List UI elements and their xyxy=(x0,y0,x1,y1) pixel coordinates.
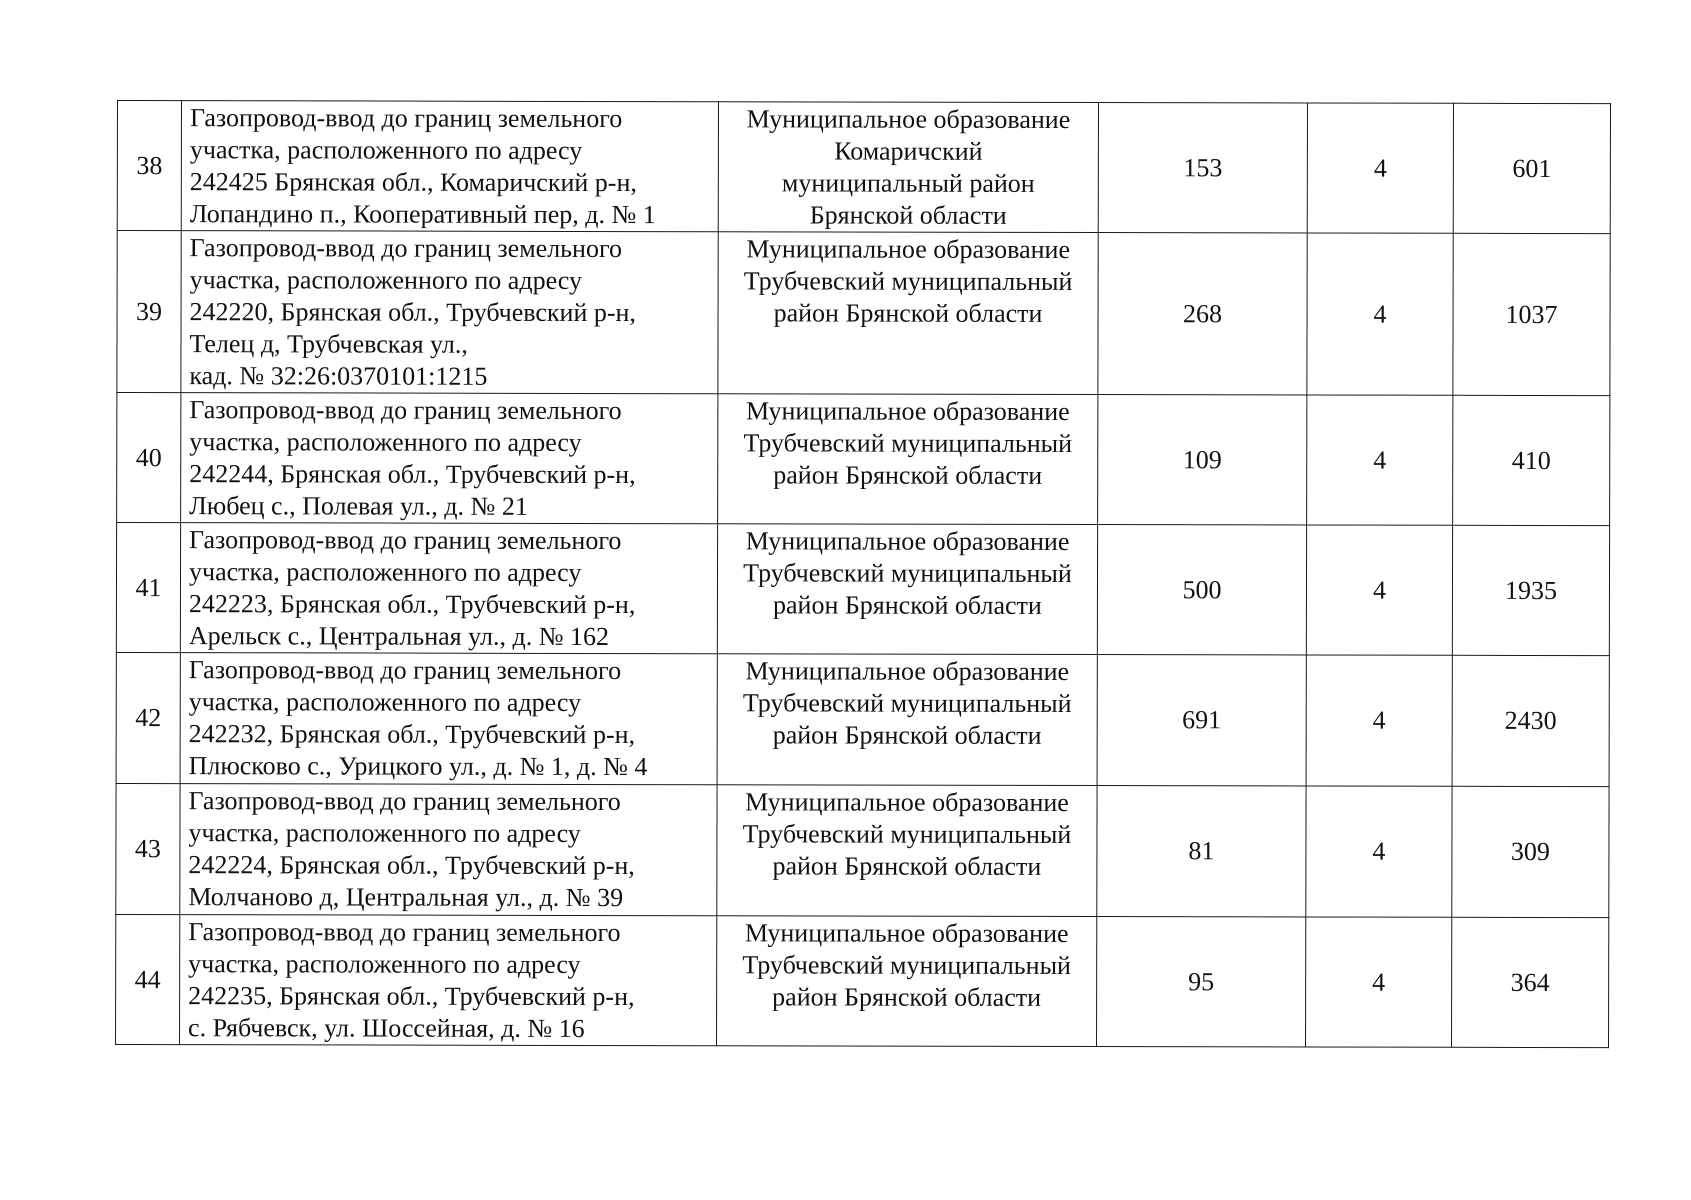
owner-line: Муниципальное образование xyxy=(745,787,1069,817)
row-number: 42 xyxy=(116,652,180,783)
row-number: 40 xyxy=(117,393,181,523)
description-line: Газопровод-ввод до границ земельного xyxy=(188,786,621,817)
owner-line: Муниципальное образование xyxy=(745,396,1070,426)
description-line: участка, расположенного по адресу xyxy=(189,427,582,457)
category-value: 4 xyxy=(1307,233,1453,395)
owner-name xyxy=(717,654,1097,786)
owner-line: Трубчевский муниципальный xyxy=(742,688,1072,719)
description-line: Плюсково с., Урицкого ул., д. № 1, д. № 4 xyxy=(188,751,648,782)
owner-line: Трубчевский муниципальный xyxy=(743,266,1073,297)
description-line: 242232, Брянская обл., Трубчевский р-н, xyxy=(188,719,636,750)
description-line: Газопровод-ввод до границ земельного xyxy=(189,233,623,264)
description-line: участка, расположенного по адресу xyxy=(189,265,583,295)
amount-value: 410 xyxy=(1453,395,1610,525)
amount-value: 601 xyxy=(1453,103,1610,233)
description-line: 242224, Брянская обл., Трубчевский р-н, xyxy=(188,850,635,881)
category-value: 4 xyxy=(1306,786,1452,917)
owner-name xyxy=(718,102,1098,233)
owner-line: район Брянской области xyxy=(773,298,1043,328)
description-line: 242425 Брянская обл., Комаричский р-н, xyxy=(189,167,637,198)
amount-value: 2430 xyxy=(1452,655,1609,786)
table-row xyxy=(117,101,1610,234)
owner-line: район Брянской области xyxy=(772,982,1042,1012)
category-value: 4 xyxy=(1306,525,1452,655)
length-value: 109 xyxy=(1098,395,1307,525)
owner-line: муниципальный район xyxy=(781,168,1035,198)
row-number: 44 xyxy=(116,914,180,1044)
owner-line: Комаричский xyxy=(834,136,983,166)
table-row xyxy=(117,393,1610,526)
object-description xyxy=(180,653,717,785)
length-value: 500 xyxy=(1097,525,1306,655)
amount-value: 309 xyxy=(1452,786,1609,917)
object-description xyxy=(181,231,718,394)
owner-line: район Брянской области xyxy=(772,590,1042,620)
table-row xyxy=(116,523,1609,656)
table-body xyxy=(116,101,1611,1048)
gas-pipeline-table xyxy=(115,100,1611,1048)
owner-name xyxy=(717,785,1097,917)
owner-line: Трубчевский муниципальный xyxy=(742,950,1072,980)
table-row xyxy=(116,652,1609,786)
owner-line: Муниципальное образование xyxy=(745,656,1070,686)
table-row xyxy=(116,914,1609,1047)
description-line: кад. № 32:26:0370101:1215 xyxy=(189,361,488,391)
amount-value: 364 xyxy=(1452,917,1609,1047)
description-line: с. Рябчевск, ул. Шоссейная, д. № 16 xyxy=(188,1013,585,1043)
description-line: участка, расположенного по адресу xyxy=(188,687,582,717)
owner-line: район Брянской области xyxy=(772,851,1042,881)
owner-line: Муниципальное образование xyxy=(746,234,1071,264)
description-line: 242235, Брянская обл., Трубчевский р-н, xyxy=(188,981,635,1012)
object-description xyxy=(181,101,718,232)
category-value: 4 xyxy=(1307,103,1453,233)
table-row xyxy=(116,783,1609,917)
description-line: Телец д, Трубчевская ул., xyxy=(189,329,468,359)
owner-name xyxy=(718,232,1098,395)
length-value: 95 xyxy=(1097,917,1306,1047)
amount-value: 1037 xyxy=(1453,233,1610,395)
owner-line: Муниципальное образование xyxy=(746,104,1071,134)
owner-name xyxy=(718,394,1098,525)
description-line: участка, расположенного по адресу xyxy=(189,135,583,165)
description-line: участка, расположенного по адресу xyxy=(188,818,581,848)
description-line: 242244, Брянская обл., Трубчевский р-н, xyxy=(189,459,636,490)
description-line: участка, расположенного по адресу xyxy=(188,557,582,587)
category-value: 4 xyxy=(1306,655,1452,786)
object-description xyxy=(181,393,718,524)
category-value: 4 xyxy=(1307,395,1453,525)
description-line: 242220, Брянская обл., Трубчевский р-н, xyxy=(189,297,636,328)
length-value: 268 xyxy=(1098,233,1307,395)
owner-line: Трубчевский муниципальный xyxy=(743,558,1072,589)
object-description xyxy=(180,784,717,916)
description-line: Газопровод-ввод до границ земельного xyxy=(189,395,622,426)
owner-line: Брянской области xyxy=(809,200,1007,230)
length-value: 153 xyxy=(1098,103,1307,233)
description-line: Газопровод-ввод до границ земельного xyxy=(189,103,623,134)
table-row xyxy=(117,231,1610,396)
description-line: 242223, Брянская обл., Трубчевский р-н, xyxy=(188,589,636,620)
description-line: Молчаново д, Центральная ул., д. № 39 xyxy=(188,882,624,913)
amount-value: 1935 xyxy=(1452,525,1609,655)
category-value: 4 xyxy=(1306,917,1452,1047)
owner-line: район Брянской области xyxy=(772,720,1042,750)
owner-line: Трубчевский муниципальный xyxy=(743,428,1073,459)
owner-name xyxy=(717,916,1097,1047)
description-line: Лопандино п., Кооперативный пер, д. № 1 xyxy=(189,199,656,230)
description-line: Газопровод-ввод до границ земельного xyxy=(189,525,622,556)
description-line: Газопровод-ввод до границ земельного xyxy=(188,655,622,686)
row-number: 38 xyxy=(117,101,181,231)
description-line: участка, расположенного по адресу xyxy=(188,949,581,979)
owner-name xyxy=(717,524,1097,655)
description-line: Арельск с., Центральная ул., д. № 162 xyxy=(188,621,610,652)
row-number: 41 xyxy=(116,523,180,653)
owner-line: Трубчевский муниципальный xyxy=(742,819,1072,850)
row-number: 43 xyxy=(116,783,180,914)
object-description xyxy=(180,523,717,654)
object-description xyxy=(180,915,717,1046)
owner-line: Муниципальное образование xyxy=(745,526,1070,556)
owner-line: район Брянской области xyxy=(773,460,1043,490)
description-line: Любец с., Полевая ул., д. № 21 xyxy=(189,491,528,521)
owner-line: Муниципальное образование xyxy=(744,918,1069,948)
length-value: 691 xyxy=(1097,655,1306,786)
row-number: 39 xyxy=(117,231,181,393)
length-value: 81 xyxy=(1097,786,1306,917)
description-line: Газопровод-ввод до границ земельного xyxy=(188,917,621,948)
